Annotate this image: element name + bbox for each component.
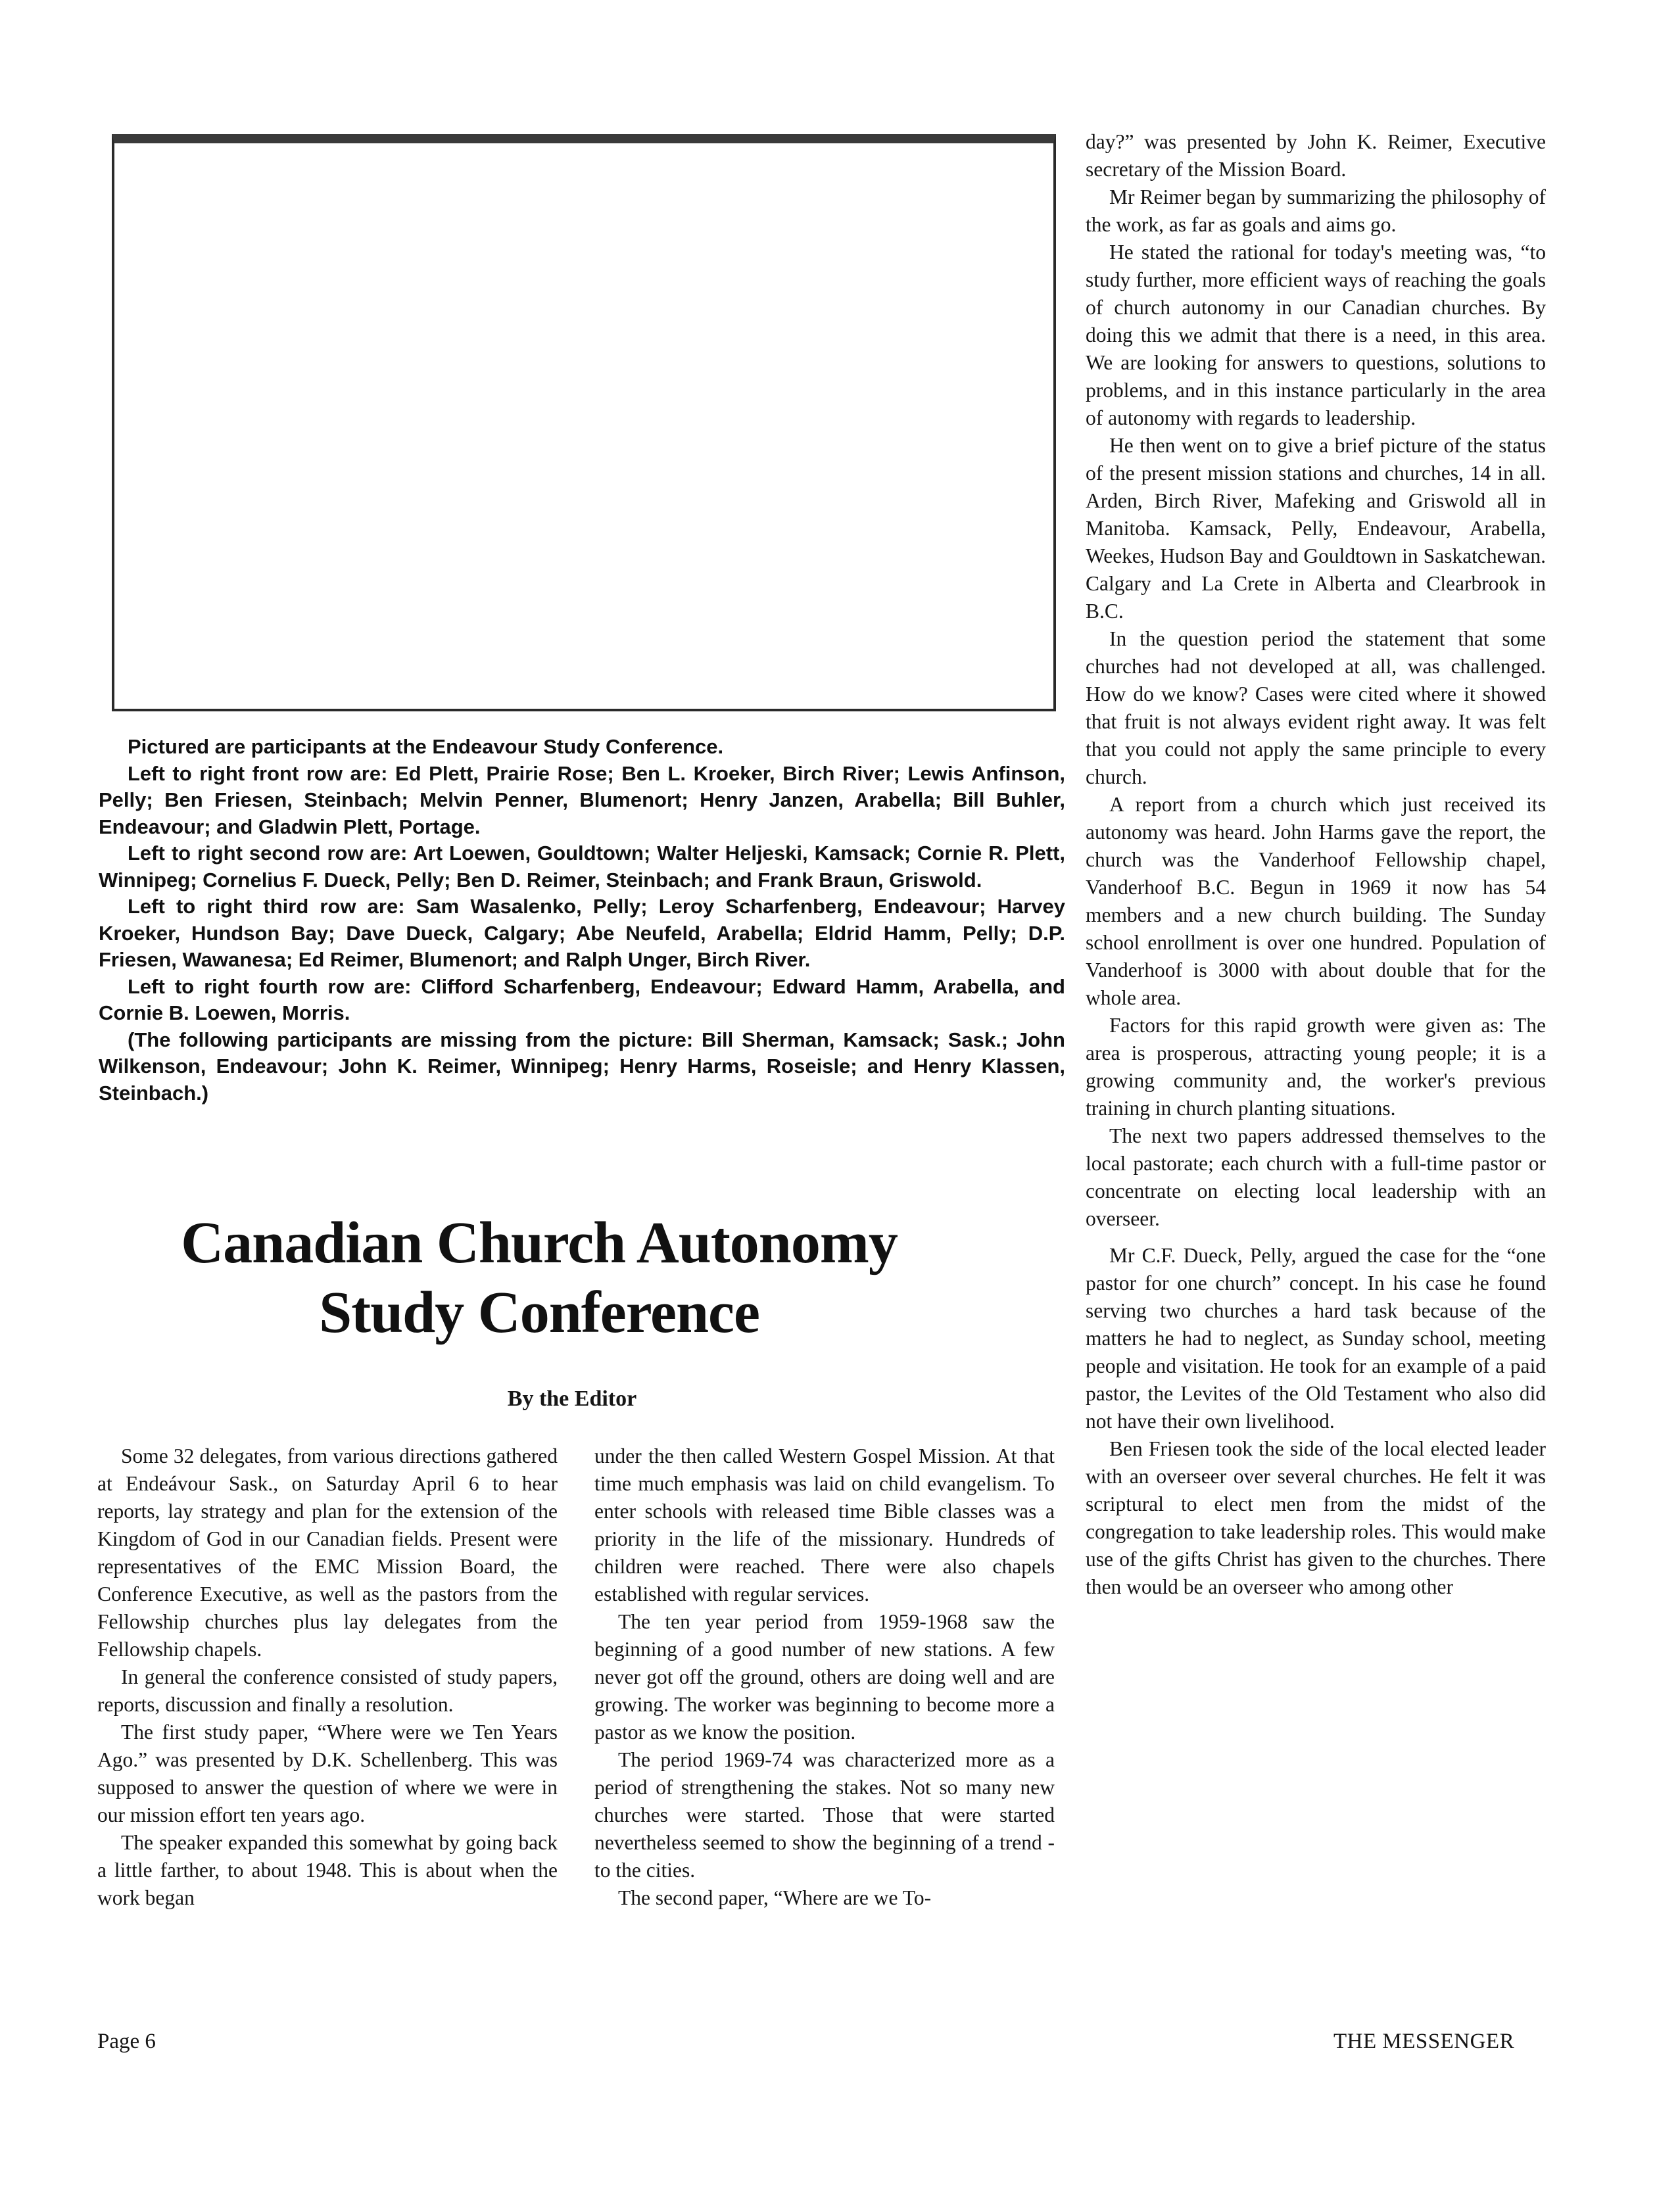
- caption-line: (The following participants are missing from the picture: Bill Sherman, Kamsack; Sask.; John Wilkenson, Endeavour; John K. Reimer, Winnipeg; Henry Harms, Roseisle; and Henry Klassen, Steinbach.): [99, 1028, 1065, 1105]
- paragraph: day?” was presented by John K. Reimer, Executive secretary of the Mission Board.: [1086, 130, 1546, 181]
- paragraph: He then went on to give a brief picture of the status of the present mission stations and churches, 14 in all. Arden, Birch River, Mafeking and Griswold all in Manitoba. Kamsack, Pelly, Endeavour, Arabella, Weekes, Hudson Bay and Gouldtown in Saskatchewan. Calgary and La Crete in Alberta and Clearbrook in B.C.: [1086, 434, 1546, 623]
- article-title: [105, 1208, 973, 1348]
- publication-name: THE MESSENGER: [1333, 2030, 1515, 2053]
- caption-line: Left to right third row are: Sam Wasalenko, Pelly; Leroy Scharfenberg, Endeavour; Harvey Kroeker, Hundson Bay; Dave Dueck, Calgary; Abe Neufeld, Arabella; Eldrid Hamm, Pelly; D.P. Friesen, Wawanesa; Ed Reimer, Blumenort; and Ralph Unger, Birch River.: [99, 895, 1065, 971]
- paragraph: In general the conference consisted of study papers, reports, discussion and finally a resolution.: [97, 1665, 558, 1716]
- caption-line: Pictured are participants at the Endeavour Study Conference.: [128, 735, 724, 758]
- paragraph: Ben Friesen took the side of the local elected leader with an overseer over several churches. He felt it was scriptural to elect men from the midst of the congregation to take leadership roles. This would make use of the gifts Christ has given to the churches. There then would be an overseer who among other: [1086, 1437, 1546, 1598]
- paragraph: Mr Reimer began by summarizing the philosophy of the work, as far as goals and aims go.: [1086, 185, 1546, 236]
- byline: By the Editor: [507, 1387, 637, 1411]
- title-line-1: Canadian Church Autonomy: [181, 1210, 898, 1275]
- paragraph: under the then called Western Gospel Mission. At that time much emphasis was laid on child evangelism. To enter schools with released time Bible classes was a priority in the life of the missionary. Hundreds of children were reached. There were also chapels established with regular services.: [594, 1444, 1055, 1605]
- article-column-3: [1086, 128, 1546, 1601]
- paragraph: The next two papers addressed themselves to the local pastorate; each church with a full-time pastor or concentrate on electing local leadership with an overseer.: [1086, 1124, 1546, 1230]
- paragraph: Mr C.F. Dueck, Pelly, argued the case for the “one pastor for one church” concept. In his case he found serving two churches a hard task because of the matters he had to neglect, as Sunday school, meeting people and visitation. He took for an example of a paid pastor, the Levites of the Old Testament who also did not have their own livelihood.: [1086, 1244, 1546, 1433]
- group-photo: [112, 134, 1056, 711]
- paragraph: In the question period the statement that some churches had not developed at all, was challenged. How do we know? Cases were cited where it showed that fruit is not always evident right away. It was felt that you could not apply the same principle to every church.: [1086, 627, 1546, 788]
- article-column-2: [594, 1442, 1055, 1912]
- caption-line: Left to right front row are: Ed Plett, Prairie Rose; Ben L. Kroeker, Birch River; Lewis Anfinson, Pelly; Ben Friesen, Steinbach; Melvin Penner, Blumenort; Henry Janzen, Arabella; Bill Buhler, Endeavour; and Gladwin Plett, Portage.: [99, 761, 1065, 838]
- paragraph: Factors for this rapid growth were given as: The area is prosperous, attracting young people; it is a growing community and, the worker's previous training in church planting situations.: [1086, 1014, 1546, 1120]
- paragraph: The period 1969-74 was characterized more as a period of strengthening the stakes. Not so many new churches were started. Those that were started nevertheless seemed to show the beginning of a trend - to the cities.: [594, 1748, 1055, 1882]
- paragraph: The first study paper, “Where were we Ten Years Ago.” was presented by D.K. Schellenberg. This was supposed to answer the question of where we were in our mission effort ten years ago.: [97, 1721, 558, 1826]
- photo-caption: [99, 734, 1065, 1106]
- paragraph: The second paper, “Where are we To-: [618, 1886, 932, 1909]
- paragraph: A report from a church which just received its autonomy was heard. John Harms gave the report, the church was the Vanderhoof Fellowship chapel, Vanderhoof B.C. Begun in 1969 it now has 54 members and a new church building. The Sunday school enrollment is over one hundred. Population of Vanderhoof is 3000 with about double that for the whole area.: [1086, 793, 1546, 1009]
- article-column-1: [97, 1442, 558, 1912]
- caption-line: Left to right second row are: Art Loewen, Gouldtown; Walter Heljeski, Kamsack; Cornie R. Plett, Winnipeg; Cornelius F. Dueck, Pelly; Ben D. Reimer, Steinbach; and Frank Braun, Griswold.: [99, 842, 1065, 892]
- caption-line: Left to right fourth row are: Clifford Scharfenberg, Endeavour; Edward Hamm, Arabella, and Cornie B. Loewen, Morris.: [99, 974, 1065, 1024]
- page-number: Page 6: [97, 2030, 156, 2053]
- paragraph: The ten year period from 1959-1968 saw the beginning of a good number of new stations. A few never got off the ground, others are doing well and are growing. The worker was beginning to become more a pastor as we know the position.: [594, 1610, 1055, 1744]
- title-line-2: Study Conference: [319, 1280, 759, 1345]
- paragraph: The speaker expanded this somewhat by going back a little farther, to about 1948. This is about when the work began: [97, 1831, 558, 1909]
- paragraph: He stated the rational for today's meeting was, “to study further, more efficient ways of reaching the goals of church autonomy in our Canadian churches. By doing this we admit that there is a need, in this area. We are looking for answers to questions, solutions to problems, and in this instance particularly in the area of autonomy with regards to leadership.: [1086, 241, 1546, 429]
- paragraph: Some 32 delegates, from various directions gathered at Endeávour Sask., on Saturday April 6 to hear reports, lay strategy and plan for the extension of the Kingdom of God in our Canadian fields. Present were representatives of the EMC Mission Board, the Conference Executive, as well as the pastors from the Fellowship churches plus lay delegates from the Fellowship chapels.: [97, 1444, 558, 1661]
